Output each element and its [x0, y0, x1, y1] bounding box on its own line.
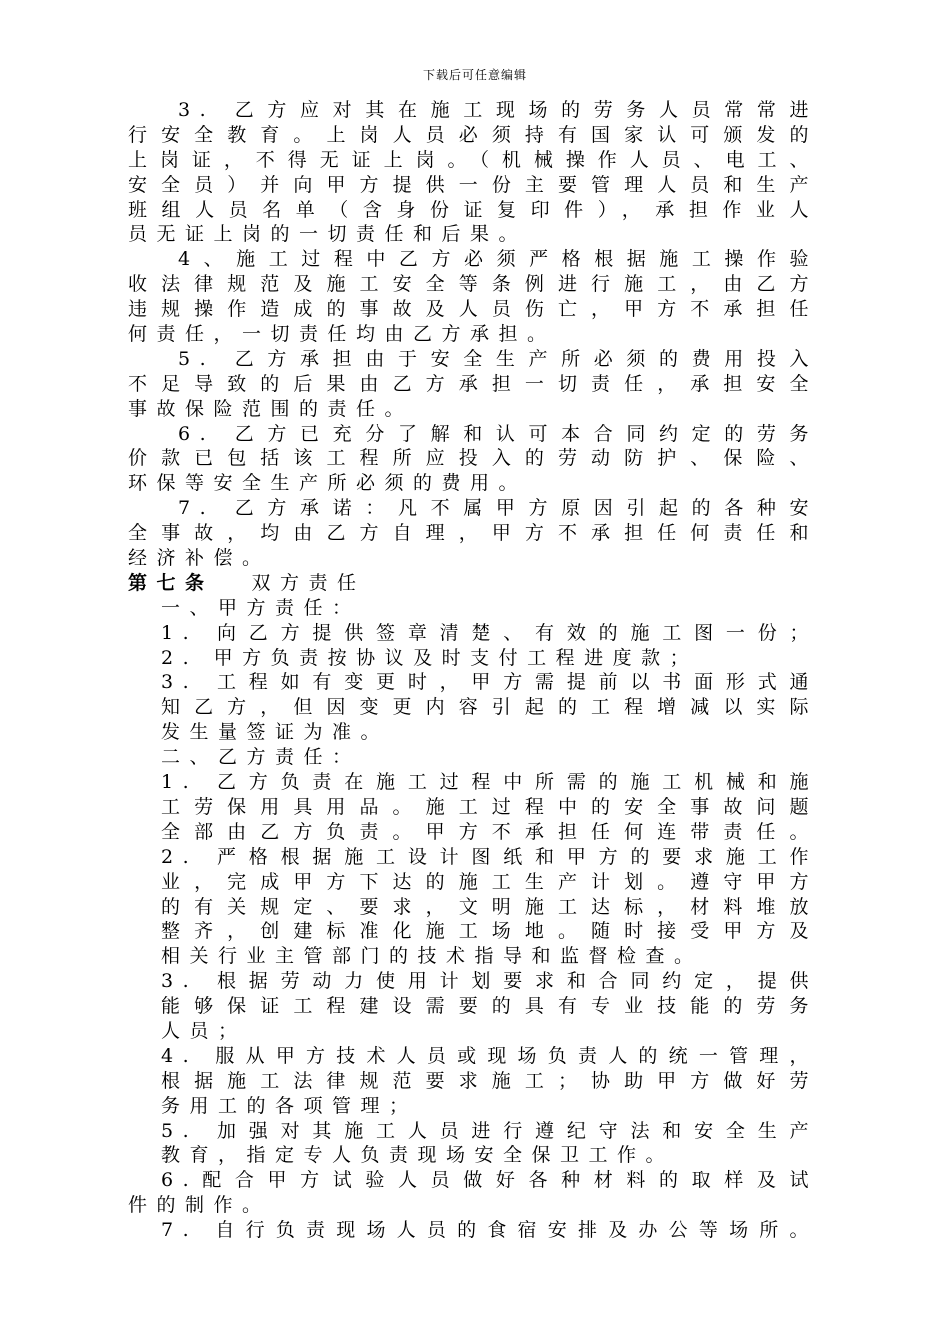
text-line: 3. 乙方应对其在施工现场的劳务人员常常进	[178, 99, 818, 121]
text-line: 收法律规范及施工安全等条例进行施工，由乙方	[128, 273, 818, 296]
text-line: 人员；	[161, 1019, 247, 1042]
text-line: 3. 工程如有变更时，甲方需提前以书面形式通	[161, 671, 818, 694]
text-line: 2. 严格根据施工设计图纸和甲方的要求施工作	[161, 845, 818, 868]
text-line: 违规操作造成的事故及人员伤亡，甲方不承担任	[128, 298, 818, 321]
text-line: 3. 根据劳动力使用计划要求和合同约定，提供	[161, 970, 818, 993]
text-line: 不足导致的后果由乙方承担一切责任，承担安全	[128, 372, 818, 395]
text-line: 7. 自行负责现场人员的食宿安排及办公等场所。	[161, 1219, 818, 1242]
text-line: 4. 服从甲方技术人员或现场负责人的统一管理，	[161, 1044, 818, 1067]
text-line: 整齐，创建标准化施工场地。随时接受甲方及	[161, 920, 818, 943]
text-line: 根据施工法律规范要求施工；协助甲方做好劳	[161, 1069, 818, 1092]
text-line: 环保等安全生产所必须的费用。	[128, 472, 528, 495]
text-line: 7. 乙方承诺：凡不属甲方原因引起的各种安	[178, 497, 818, 520]
text-line: 价款已包括该工程所应投入的劳动防护、保险、	[128, 447, 818, 470]
text-line: 全部由乙方负责。甲方不承担任何连带责任。	[161, 820, 818, 843]
text-line: 经济补偿。	[128, 547, 271, 570]
text-line: 务用工的各项管理；	[161, 1094, 418, 1117]
text-line: 件的制作。	[128, 1194, 271, 1217]
text-line: 2. 甲方负责按协议及时支付工程进度款；	[161, 646, 699, 669]
text-line: 行安全教育。上岗人员必须持有国家认可颁发的	[128, 123, 818, 146]
text-line: 5. 乙方承担由于安全生产所必须的费用投入	[178, 347, 818, 370]
page-header: 下载后可任意编辑	[422, 68, 527, 82]
text-line: 知乙方，但因变更内容引起的工程增减以实际	[161, 696, 818, 719]
text-line: 4、施工过程中乙方必须严格根据施工操作验	[178, 248, 818, 271]
text-line: 能够保证工程建设需要的具有专业技能的劳务	[161, 995, 818, 1018]
text-line: 5. 加强对其施工人员进行遵纪守法和安全生产	[161, 1119, 818, 1142]
text-line: 班组人员名单（含身份证复印件），承担作业人	[128, 198, 818, 221]
text-line: 工劳保用具用品。施工过程中的安全事故问题	[161, 795, 818, 818]
text-line: 1. 向乙方提供签章清楚、有效的施工图一份；	[161, 621, 818, 644]
text-line: 发生量签证为准。	[161, 721, 390, 744]
text-line: 安全员）并向甲方提供一份主要管理人员和生产	[128, 173, 818, 196]
text-line: 教育，指定专人负责现场安全保卫工作。	[161, 1144, 675, 1167]
text-line: 6. 乙方已充分了解和认可本合同约定的劳务	[178, 422, 818, 445]
text-line: 上岗证，不得无证上岗。（机械操作人员、电工、	[128, 148, 818, 171]
article-heading	[128, 571, 818, 596]
article-number: 第七条	[128, 571, 214, 594]
text-line: 的有关规定、要求，文明施工达标，材料堆放	[161, 895, 818, 918]
text-line: 事故保险范围的责任。	[128, 397, 414, 420]
article-title: 双方责任	[251, 571, 366, 594]
text-line: 一、甲方责任：	[161, 596, 361, 619]
text-line: 6.配合甲方试验人员做好各种材料的取样及试	[161, 1169, 818, 1192]
document-body	[128, 98, 818, 1243]
text-line: 全事故，均由乙方自理，甲方不承担任何责任和	[128, 522, 818, 545]
text-line: 二、乙方责任：	[161, 746, 361, 769]
text-line: 何责任，一切责任均由乙方承担。	[128, 323, 556, 346]
text-line: 员无证上岗的一切责任和后果。	[128, 223, 528, 246]
text-line: 相关行业主管部门的技术指导和监督检查。	[161, 945, 703, 968]
text-line: 1. 乙方负责在施工过程中所需的施工机械和施	[161, 771, 818, 794]
text-line: 业，完成甲方下达的施工生产计划。遵守甲方	[161, 870, 818, 893]
